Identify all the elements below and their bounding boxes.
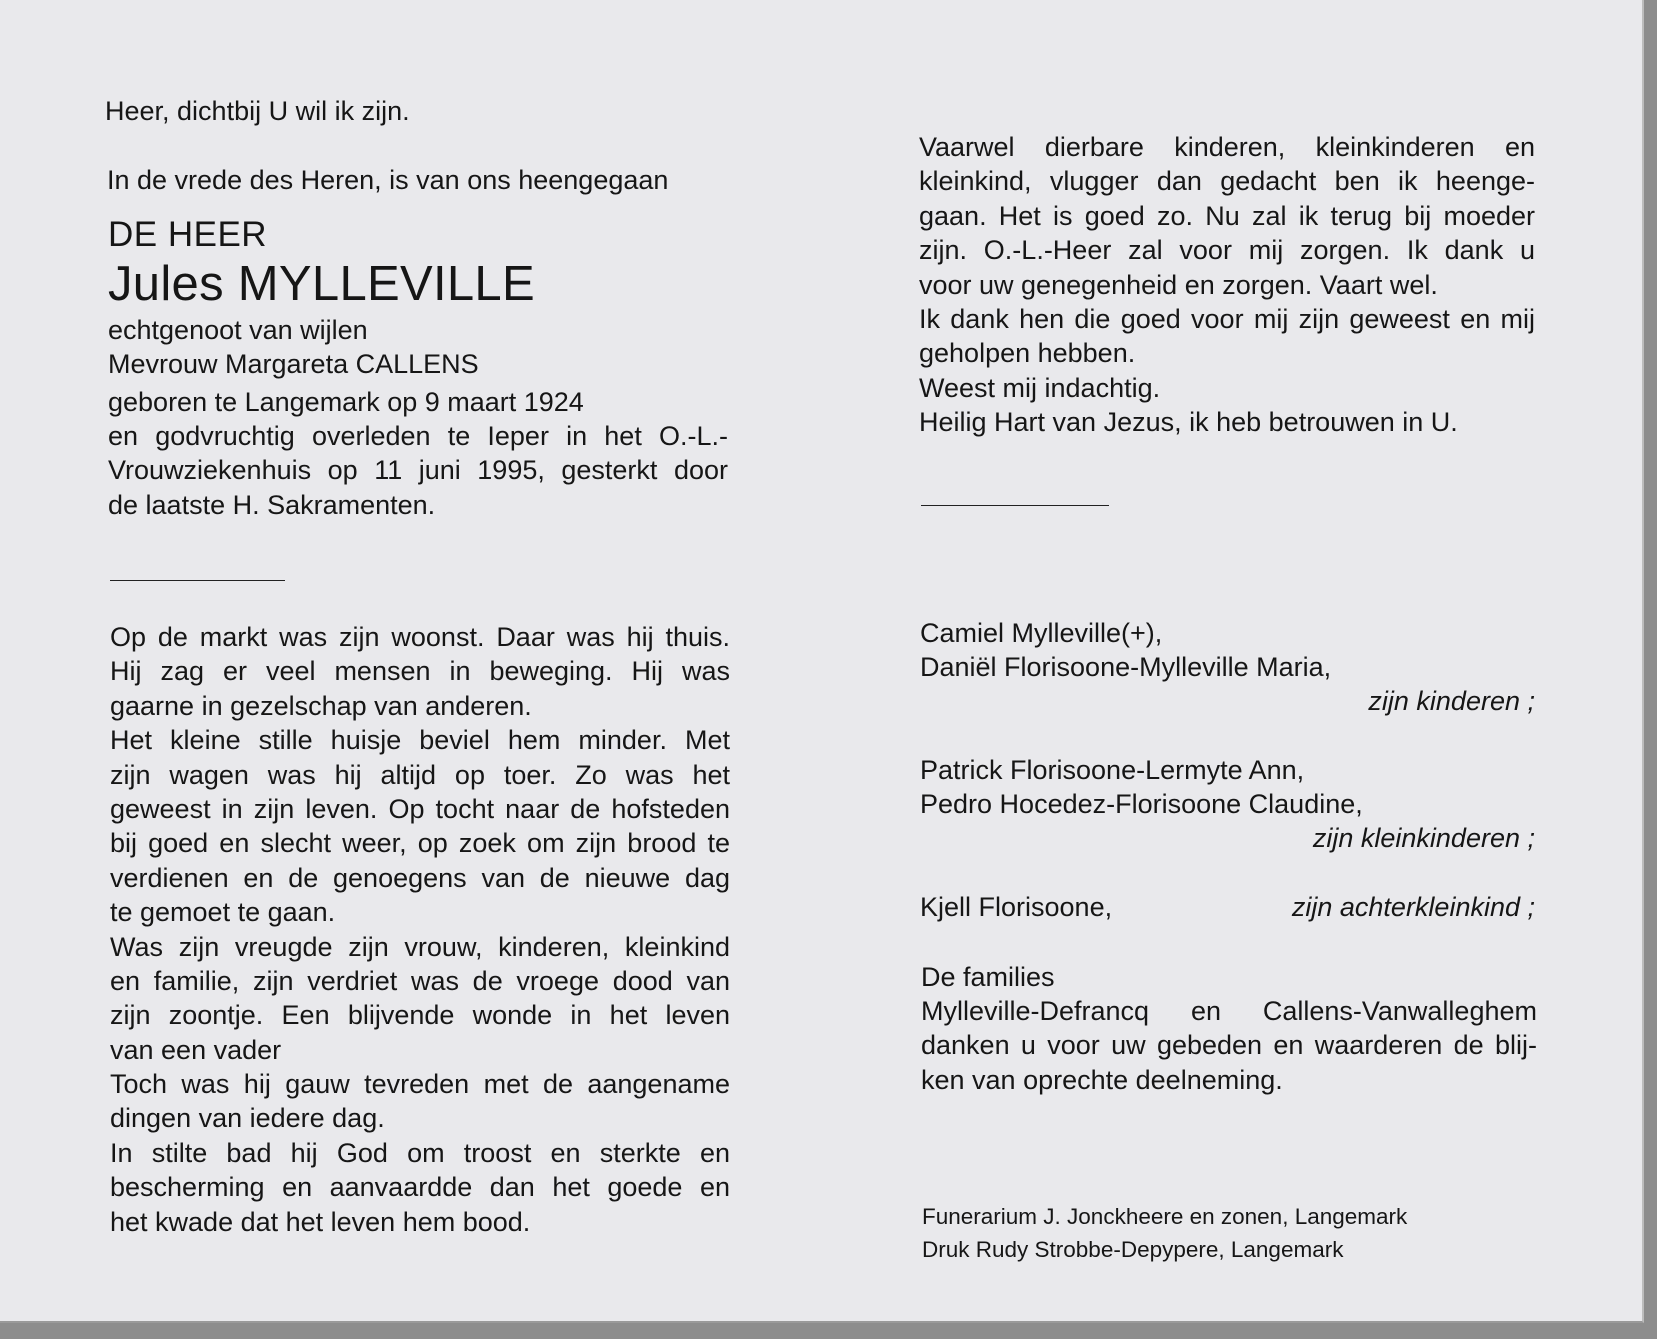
farewell-text bbox=[919, 130, 1535, 440]
deceased-name: Jules MYLLEVILLE bbox=[108, 257, 535, 311]
spouse-name: Mevrouw Margareta CALLENS bbox=[108, 349, 479, 379]
tribute-line: zijn zoontje. Een blijvende wonde in het leven bbox=[110, 1000, 730, 1031]
tribute-line: het kwade dat het leven hem bood. bbox=[110, 1206, 531, 1237]
child-name: Camiel Mylleville(+), bbox=[920, 618, 1163, 648]
death-info bbox=[108, 419, 728, 522]
great-grandchild-name: Kjell Florisoone, bbox=[920, 892, 1113, 922]
tribute-line: en familie, zijn verdriet was de vroege dood van bbox=[110, 965, 730, 996]
tribute-line: gaarne in gezelschap van anderen. bbox=[110, 690, 532, 721]
death-line: en godvruchtig overleden te Ieper in het O.-L.- bbox=[108, 421, 728, 451]
divider-left bbox=[110, 580, 285, 581]
farewell-line: geholpen hebben. bbox=[919, 338, 1136, 369]
child-name: Daniël Florisoone-Mylleville Maria, bbox=[920, 652, 1332, 682]
tribute-line: Toch was hij gauw tevreden met de aangename bbox=[110, 1069, 730, 1100]
farewell-line: kleinkind, vlugger dan gedacht ben ik heenge- bbox=[919, 166, 1535, 197]
farewell-line: zijn. O.-L.-Heer zal voor mij zorgen. Ik dank u bbox=[919, 235, 1535, 266]
tribute-line: Was zijn vreugde zijn vrouw, kinderen, kleinkind bbox=[110, 931, 730, 962]
printer: Druk Rudy Strobbe-Depypere, Langemark bbox=[922, 1237, 1344, 1262]
tribute-line: Hij zag er veel mensen in beweging. Hij was bbox=[110, 656, 730, 687]
children-label: zijn kinderen ; bbox=[1368, 686, 1535, 716]
tribute-line: bescherming en aanvaardde dan het goede en bbox=[110, 1172, 730, 1203]
tribute-text bbox=[110, 620, 730, 1239]
grandchild-name: Pedro Hocedez-Florisoone Claudine, bbox=[920, 789, 1363, 819]
farewell-line: Weest mij indachtig. bbox=[919, 372, 1161, 403]
farewell-line: Heilig Hart van Jezus, ik heb betrouwen in U. bbox=[919, 407, 1458, 438]
death-line: de laatste H. Sakramenten. bbox=[108, 489, 436, 520]
farewell-line: Ik dank hen die goed voor mij zijn geweest en mij bbox=[919, 303, 1535, 334]
tribute-line: van een vader bbox=[110, 1034, 282, 1065]
opening-prayer: Heer, dichtbij U wil ik zijn. bbox=[105, 96, 410, 126]
birth-info: geboren te Langemark op 9 maart 1924 bbox=[108, 387, 584, 417]
funeral-home: Funerarium J. Jonckheere en zonen, Langemark bbox=[922, 1204, 1408, 1229]
families-line: Mylleville-Defrancq en Callens-Vanwalleghem bbox=[921, 996, 1537, 1026]
farewell-line: gaan. Het is goed zo. Nu zal ik terug bij moeder bbox=[919, 200, 1535, 231]
honorific: DE HEER bbox=[108, 215, 268, 254]
families-heading: De families bbox=[921, 962, 1055, 992]
spouse-intro: echtgenoot van wijlen bbox=[108, 315, 368, 345]
farewell-line: voor uw genegenheid en zorgen. Vaart wel. bbox=[919, 269, 1438, 300]
grandchildren-label: zijn kleinkinderen ; bbox=[1312, 823, 1535, 853]
tribute-line: Op de markt was zijn woonst. Daar was hij thuis. bbox=[110, 622, 730, 652]
tribute-line: dingen van iedere dag. bbox=[110, 1103, 385, 1134]
grandchild-name: Patrick Florisoone-Lermyte Ann, bbox=[920, 755, 1305, 785]
families-text bbox=[921, 994, 1537, 1097]
tribute-line: Het kleine stille huisje beviel hem minder. Met bbox=[110, 725, 730, 756]
divider-right bbox=[921, 505, 1109, 506]
tribute-line: te gemoet te gaan. bbox=[110, 897, 336, 928]
tribute-line: In stilte bad hij God om troost en sterkte en bbox=[110, 1137, 730, 1168]
families-line: ken van oprechte deelneming. bbox=[921, 1064, 1283, 1095]
announcement: In de vrede des Heren, is van ons heengegaan bbox=[107, 165, 669, 195]
tribute-line: geweest in zijn leven. Op tocht naar de hofsteden bbox=[110, 793, 730, 824]
tribute-line: verdienen en de genoegens van de nieuwe dag bbox=[110, 862, 730, 893]
great-grandchild-label: zijn achterkleinkind ; bbox=[1291, 892, 1535, 922]
families-line: danken u voor uw gebeden en waarderen de blij- bbox=[921, 1030, 1537, 1061]
tribute-line: zijn wagen was hij altijd op toer. Zo was het bbox=[110, 759, 730, 790]
tribute-line: bij goed en slecht weer, op zoek om zijn brood te bbox=[110, 828, 730, 859]
death-line: Vrouwziekenhuis op 11 juni 1995, gesterkt door bbox=[108, 455, 728, 486]
farewell-line: Vaarwel dierbare kinderen, kleinkinderen en bbox=[919, 132, 1535, 162]
